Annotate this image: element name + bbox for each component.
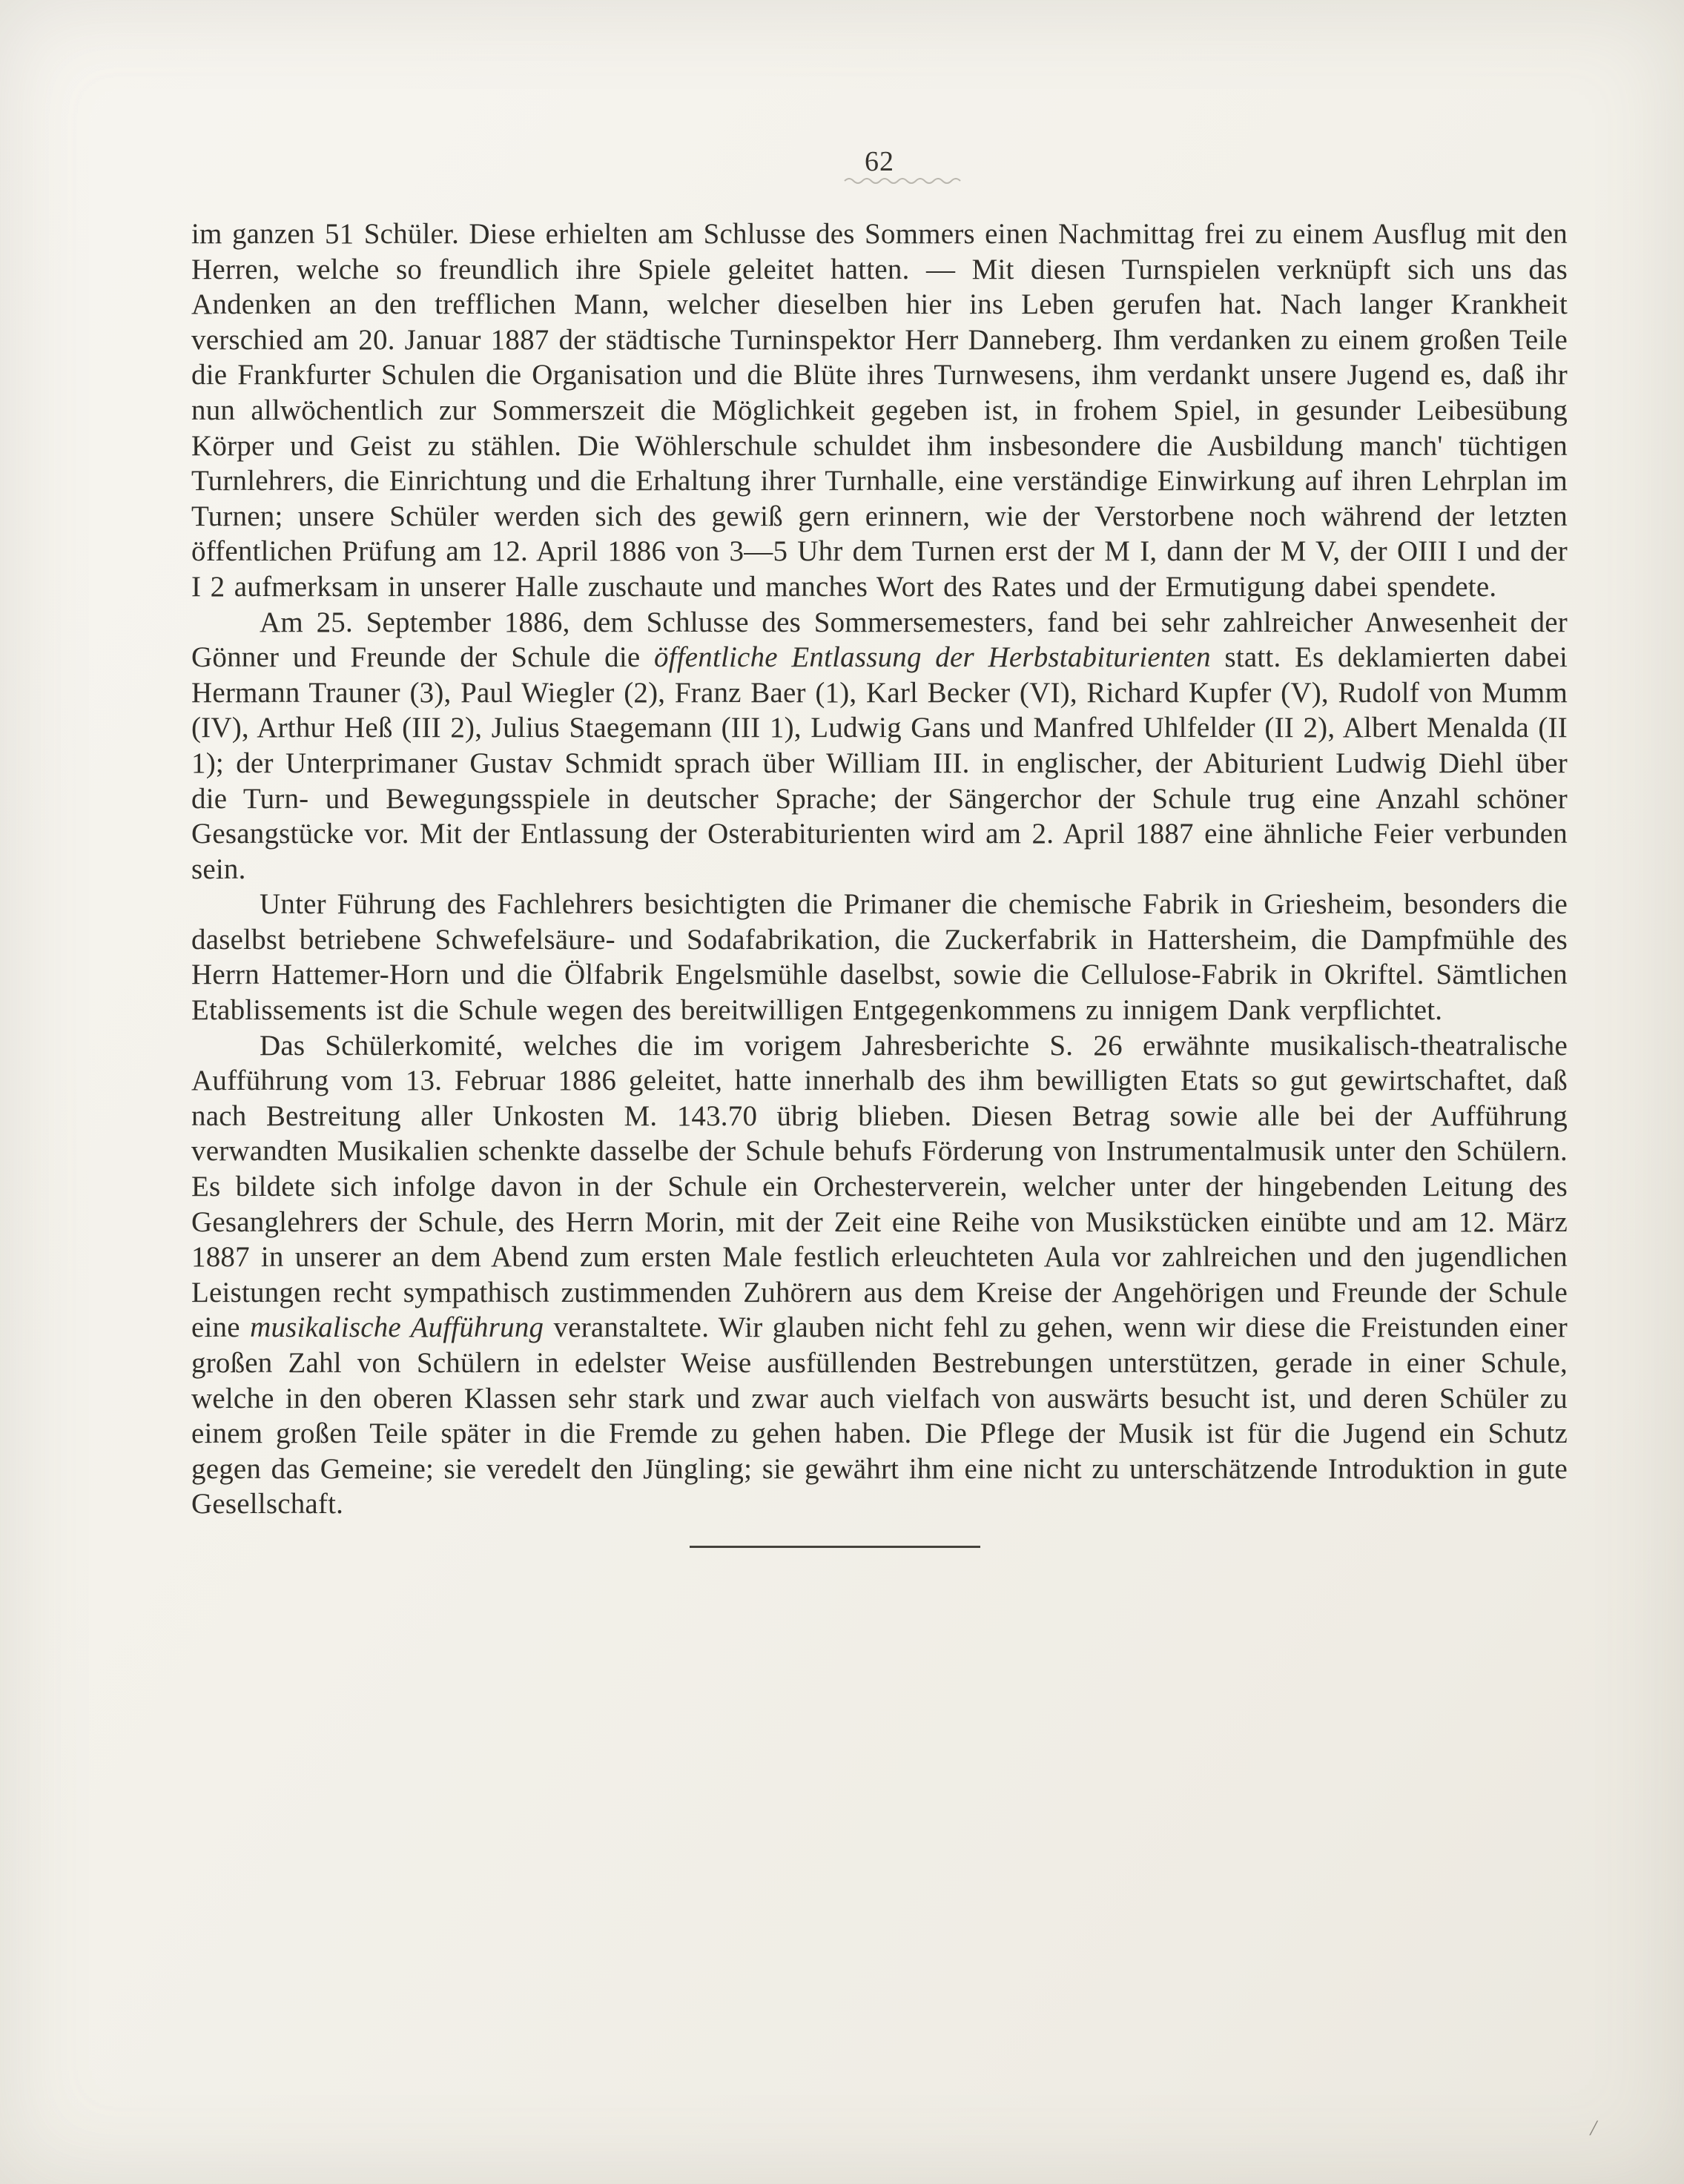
squiggle-underline-decoration bbox=[843, 175, 969, 185]
text-segment: statt. Es deklamierten dabei Hermann Trauner (3), Paul Wiegler (2), Franz Baer (1), Karl Becker (VI), Richard Kupfer (V), Rudolf von Mumm (IV), Arthur Heß (III 2), Julius Staegemann (III 1), Ludwig Gans und Manfred Uhlfelder (II 2), Albert Menalda (II 1); der Unterprimaner Gustav Schmidt sprach über William III. in englischer, der Abiturient Ludwig Diehl über die Turn- und Bewegungsspiele in deutscher Sprache; der Sängerchor der Schule trug eine Anzahl schöner Gesangstücke vor. Mit der Entlassung der Osterabiturienten wird am 2. April 1887 eine ähnliche Feier verbunden sein. bbox=[191, 641, 1568, 885]
text-block bbox=[191, 145, 1568, 1548]
text-segment: Am 25. September 1886, dem Schlusse des Sommersemesters, fand bei sehr zahlreicher Anwesenheit der Gönner und Freunde der Schule die bbox=[191, 606, 1568, 674]
italic-text-segment: musikalische Aufführung bbox=[250, 1311, 544, 1344]
page-header bbox=[191, 145, 1568, 216]
paragraph bbox=[191, 887, 1568, 1028]
section-end-rule bbox=[690, 1546, 980, 1548]
paragraphs bbox=[191, 216, 1568, 1522]
text-segment: Das Schülerkomité, welches die im vorigem Jahresberichte S. 26 erwähnte musikalisch-theatralische Aufführung vom 13. Februar 1886 geleitet, hatte innerhalb des ihm bewilligten Etats so gut gewirtschaftet, daß nach Bestreitung aller Unkosten M. 143.70 übrig blieben. Diesen Betrag sowie alle bei der Aufführung verwandten Musikalien schenkte dasselbe der Schule behufs Förderung von Instrumentalmusik unter den Schülern. Es bildete sich infolge davon in der Schule ein Orchesterverein, welcher unter der hingebenden Leitung des Gesanglehrers der Schule, des Herrn Morin, mit der Zeit eine Reihe von Musikstücken einübte und am 12. März 1887 in unserer an dem Abend zum ersten Male festlich erleuchteten Aula vor zahlreichen und den jugendlichen Leistungen recht sympathisch zustimmenden Zuhörern aus dem Kreise der Angehörigen und Freunde der Schule eine bbox=[191, 1029, 1568, 1344]
page-number: 62 bbox=[865, 146, 894, 177]
paragraph bbox=[191, 605, 1568, 887]
text-segment: im ganzen 51 Schüler. Diese erhielten am Schlusse des Sommers einen Nachmittag frei zu einem Ausflug mit den Herren, welche so freundlich ihre Spiele geleitet hatten. — Mit diesen Turnspielen verknüpft sich uns das Andenken an den trefflichen Mann, welcher dieselben hier ins Leben gerufen hat. Nach langer Krankheit verschied am 20. Januar 1887 der städtische Turninspektor Herr Danneberg. Ihm verdanken zu einem großen Teile die Frankfurter Schulen die Organisation und die Blüte ihres Turnwesens, ihm verdankt unsere Jugend es, daß ihr nun allwöchentlich zur Sommerszeit die Möglichkeit gegeben ist, in frohem Spiel, in gesunder Leibesübung Körper und Geist zu stählen. Die Wöhlerschule schuldet ihm insbesondere die Ausbildung manch' tüchtigen Turnlehrers, die Einrichtung und die Erhaltung ihrer Turnhalle, eine verständige Einwirkung auf ihren Lehrplan im Turnen; unsere Schüler werden sich des gewiß gern erinnern, wie der Verstorbene noch während der letzten öffentlichen Prüfung am 12. April 1886 von 3—5 Uhr dem Turnen erst der M I, dann der M V, der OIII I und der I 2 aufmerksam in unserer Halle zuschaute und manches Wort des Rates und der Ermutigung dabei spendete. bbox=[191, 218, 1568, 603]
italic-text-segment: öffentliche Entlassung der Herbstabiturienten bbox=[653, 641, 1211, 674]
paragraph bbox=[191, 1028, 1568, 1522]
text-segment: veranstaltete. Wir glauben nicht fehl zu gehen, wenn wir diese die Freistunden einer großen Zahl von Schülern in edelster Weise ausfüllenden Bestrebungen unterstützen, gerade in einer Schule, welche in den oberen Klassen sehr stark und zwar auch vielfach von auswärts besucht ist, und deren Schüler zu einem großen Teile später in die Fremde zu gehen haben. Die Pflege der Musik ist für die Jugend ein Schutz gegen das Gemeine; sie veredelt den Jüngling; sie gewährt ihm eine nicht zu unterschätzende Introduktion in gute Gesellschaft. bbox=[191, 1311, 1568, 1520]
text-segment: Unter Führung des Fachlehrers besichtigten die Primaner die chemische Fabrik in Griesheim, besonders die daselbst betriebene Schwefelsäure- und Sodafabrikation, die Zuckerfabrik in Hattersheim, die Dampfmühle des Herrn Hattemer-Horn und die Ölfabrik Engelsmühle daselbst, sowie die Cellulose-Fabrik in Okriftel. Sämtlichen Etablissements ist die Schule wegen des bereitwilligen Entgegenkommens zu innigem Dank verpflichtet. bbox=[191, 888, 1568, 1027]
paragraph bbox=[191, 216, 1568, 605]
scan-artifact-mark: / bbox=[1590, 2116, 1597, 2140]
